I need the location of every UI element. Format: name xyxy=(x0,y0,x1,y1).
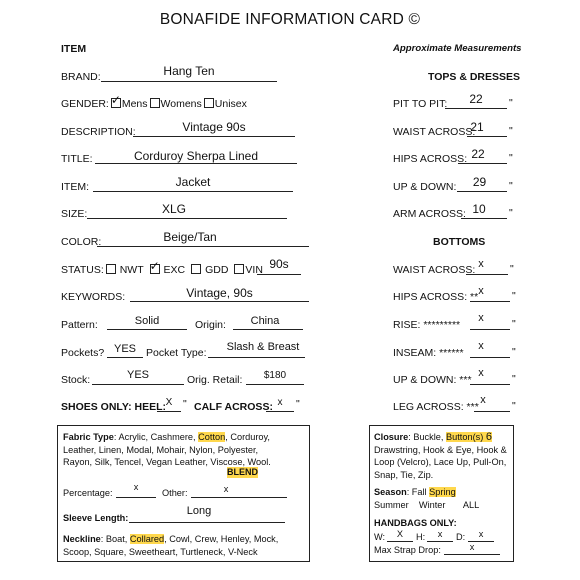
pocket-type-line xyxy=(208,357,305,358)
shoes-label: SHOES ONLY: HEEL: xyxy=(61,401,167,413)
title-value[interactable]: Corduroy Sherpa Lined xyxy=(133,149,259,163)
origin-line xyxy=(233,329,303,330)
handbags-label: HANDBAGS ONLY: xyxy=(374,518,457,528)
description-value[interactable]: Vintage 90s xyxy=(182,120,246,134)
tops-row-label: PIT TO PIT: xyxy=(393,98,448,110)
status-vin-line xyxy=(257,274,301,275)
keywords-line xyxy=(130,301,309,302)
origin-label: Origin: xyxy=(195,319,226,331)
color-value[interactable]: Beige/Tan xyxy=(163,230,217,244)
brand-value[interactable]: Hang Ten xyxy=(163,64,215,78)
calf-inch-mark: " xyxy=(296,398,300,410)
inch-mark: " xyxy=(509,180,513,192)
status-label: STATUS: xyxy=(61,264,104,276)
tops-row-label: ARM ACROSS: xyxy=(393,208,466,220)
season-list-part: : Fall xyxy=(406,487,430,497)
gender-womens-checkbox[interactable] xyxy=(150,98,160,108)
gender-unisex-checkbox[interactable] xyxy=(204,98,214,108)
other-value[interactable]: x xyxy=(223,484,229,494)
pockets-line xyxy=(107,357,143,358)
status-vin-checkbox[interactable] xyxy=(234,264,244,274)
inch-mark: " xyxy=(512,400,516,412)
other-line xyxy=(191,497,287,498)
d-value[interactable]: x xyxy=(478,529,484,539)
bottoms-heading: BOTTOMS xyxy=(433,236,486,248)
card-title: BONAFIDE INFORMATION CARD © xyxy=(159,11,421,28)
bottoms-row-value[interactable]: x xyxy=(478,312,484,324)
inch-mark: " xyxy=(509,97,513,109)
closure-buttons-count[interactable]: 6 xyxy=(485,431,492,443)
bottoms-row-line xyxy=(470,357,510,358)
pockets-value[interactable]: YES xyxy=(113,343,136,355)
tops-row-line xyxy=(467,136,507,137)
size-label: SIZE: xyxy=(61,208,88,220)
closure-list-line: Snap, Tie, Zip. xyxy=(374,469,434,480)
tops-heading: TOPS & DRESSES xyxy=(428,71,520,83)
stock-line xyxy=(92,384,184,385)
pocket-type-value[interactable]: Slash & Breast xyxy=(226,341,300,353)
neckline-text xyxy=(63,533,309,558)
inch-mark: " xyxy=(510,263,514,275)
closure-list-line: Drawstring, Hook & Eye, Hook & xyxy=(374,444,507,455)
size-value[interactable]: XLG xyxy=(161,202,186,216)
status-vin-label: VIN xyxy=(245,264,263,276)
tops-row-line xyxy=(457,191,507,192)
neckline-list-part: , Cowl, Crew, Henley, Mock, xyxy=(164,534,279,544)
tops-row-value[interactable]: 10 xyxy=(472,202,486,216)
calf-value[interactable]: x xyxy=(277,397,283,408)
w-line xyxy=(387,541,413,542)
size-line xyxy=(87,218,287,219)
inch-mark: " xyxy=(509,125,513,137)
percentage-value[interactable]: x xyxy=(133,482,139,492)
season-label: Season xyxy=(374,487,407,497)
status-nwt-checkbox[interactable] xyxy=(106,264,116,274)
status-gdd-label: GDD xyxy=(205,264,229,276)
pattern-label: Pattern: xyxy=(61,319,98,331)
h-value[interactable]: x xyxy=(437,529,443,539)
gender-field xyxy=(61,98,247,110)
keywords-label: KEYWORDS: xyxy=(61,291,126,303)
other-label: Other: xyxy=(162,488,188,498)
stock-value[interactable]: YES xyxy=(126,369,149,381)
bottoms-row-label: RISE: ********* xyxy=(393,319,461,331)
inch-mark: " xyxy=(509,152,513,164)
origin-value[interactable]: China xyxy=(250,315,280,327)
inch-mark: " xyxy=(512,290,516,302)
neckline-list-line: Scoop, Square, Sweetheart, Turtleneck, V-Neck xyxy=(63,546,258,557)
fabric-list-part: , Corduroy, xyxy=(225,432,270,442)
heel-value[interactable]: X xyxy=(165,397,173,408)
percentage-line xyxy=(116,497,156,498)
bottoms-row-value[interactable]: x xyxy=(480,394,486,406)
retail-line xyxy=(246,384,304,385)
fabric-type-label: Fabric Type xyxy=(63,432,114,442)
brand-line xyxy=(101,81,277,82)
bottoms-row-value[interactable]: x xyxy=(478,340,484,352)
pattern-line xyxy=(107,329,187,330)
gender-mens-checkbox[interactable] xyxy=(111,98,121,108)
retail-value[interactable]: $180 xyxy=(263,370,287,381)
closure-buttons-label: Button(s) xyxy=(446,432,484,442)
strap-drop-label: Max Strap Drop: xyxy=(374,545,441,555)
fabric-list-line: Rayon, Silk, Tencel, Vegan Leather, Viscose, Wool. xyxy=(63,457,271,468)
calf-line xyxy=(266,411,294,412)
tops-row-value[interactable]: 22 xyxy=(469,92,483,106)
pockets-label: Pockets? xyxy=(61,347,105,359)
tops-row-label: UP & DOWN: xyxy=(393,181,457,193)
status-vin-value[interactable]: 90s xyxy=(269,257,289,271)
bottoms-row-label: HIPS ACROSS: ** xyxy=(393,291,479,303)
status-field xyxy=(61,264,263,276)
bottoms-row-line xyxy=(470,384,510,385)
tops-row-value[interactable]: 21 xyxy=(470,120,484,134)
status-exc-checkbox[interactable] xyxy=(150,264,160,274)
d-label: D: xyxy=(456,532,466,542)
bottoms-row-line xyxy=(474,411,510,412)
sleeve-length-label: Sleeve Length: xyxy=(63,513,129,523)
item-heading: ITEM xyxy=(61,43,87,55)
tops-row-label: HIPS ACROSS: xyxy=(393,153,468,165)
bottoms-row-value[interactable]: x xyxy=(478,285,484,297)
closure-text xyxy=(374,431,512,481)
neckline-label: Neckline xyxy=(63,534,101,544)
strap-drop-line xyxy=(444,554,500,555)
inch-mark: " xyxy=(512,373,516,385)
description-line xyxy=(133,136,295,137)
w-value[interactable]: X xyxy=(396,529,404,539)
pattern-value[interactable]: Solid xyxy=(134,315,160,327)
tops-row-value[interactable]: 29 xyxy=(472,175,487,189)
season-spring-highlight: Spring xyxy=(429,487,456,497)
heel-inch-mark: " xyxy=(183,398,187,410)
color-line xyxy=(97,246,309,247)
stock-label: Stock: xyxy=(61,374,91,386)
sleeve-length-line xyxy=(129,522,285,523)
bottoms-row-value[interactable]: x xyxy=(478,367,484,379)
fabric-cotton-highlight: Cotton xyxy=(198,432,226,442)
bottoms-row-label: LEG ACROSS: *** xyxy=(393,401,479,413)
closure-label: Closure xyxy=(374,432,409,442)
neckline-collared-highlight: Collared xyxy=(129,534,165,544)
item-label: ITEM: xyxy=(61,181,89,193)
color-label: COLOR: xyxy=(61,236,102,248)
w-label: W: xyxy=(374,532,386,542)
bottoms-row-line xyxy=(466,274,508,275)
status-gdd-checkbox[interactable] xyxy=(191,264,201,274)
item-line xyxy=(93,191,293,192)
season-text xyxy=(374,486,512,511)
bottoms-row-line xyxy=(470,301,510,302)
brand-label: BRAND: xyxy=(61,71,101,83)
pocket-type-label: Pocket Type: xyxy=(146,347,207,359)
measurements-heading: Approximate Measurements xyxy=(393,43,522,54)
item-value[interactable]: Jacket xyxy=(175,175,211,189)
blend-highlight: BLEND xyxy=(227,467,258,477)
retail-label: Orig. Retail: xyxy=(187,374,243,386)
sleeve-length-value[interactable]: Long xyxy=(186,505,212,517)
closure-buttons-highlight xyxy=(446,432,492,442)
status-exc-label: EXC xyxy=(163,264,186,276)
h-label: H: xyxy=(416,532,426,542)
inch-mark: " xyxy=(512,346,516,358)
tops-row-line xyxy=(445,108,507,109)
closure-list-line: Loop (Velcro), Lace Up, Pull-On, xyxy=(374,457,507,468)
keywords-value[interactable]: Vintage, 90s xyxy=(186,286,253,300)
tops-row-label: WAIST ACROSS: xyxy=(393,126,476,138)
gender-label: GENDER: xyxy=(61,98,109,110)
neckline-list-part: : Boat, xyxy=(100,534,130,544)
tops-row-line xyxy=(461,218,507,219)
tops-row-line xyxy=(458,163,507,164)
bottoms-row-label: INSEAM: ****** xyxy=(393,347,464,359)
title-line xyxy=(95,163,297,164)
fabric-list-part: : Acrylic, Cashmere, xyxy=(113,432,199,442)
bottoms-row-line xyxy=(470,329,510,330)
percentage-label: Percentage: xyxy=(63,488,113,498)
inch-mark: " xyxy=(509,207,513,219)
season-list-line: Summer Winter ALL xyxy=(374,499,480,510)
title-label: TITLE: xyxy=(61,153,93,165)
fabric-list-line: Leather, Linen, Modal, Mohair, Nylon, Polyester, xyxy=(63,444,259,455)
status-nwt-label: NWT xyxy=(119,264,144,276)
calf-label: CALF ACROSS: xyxy=(194,401,273,413)
bottoms-row-label: UP & DOWN: *** xyxy=(393,374,472,386)
inch-mark: " xyxy=(512,318,516,330)
gender-mens-label: Mens xyxy=(121,98,148,110)
closure-list-part: : Buckle, xyxy=(408,432,447,442)
gender-womens-label: Womens xyxy=(160,98,202,110)
fabric-type-text xyxy=(63,431,309,469)
heel-line xyxy=(157,411,181,412)
bottoms-row-value[interactable]: x xyxy=(478,258,484,270)
gender-unisex-label: Unisex xyxy=(214,98,247,110)
bottoms-row-label: WAIST ACROSS: xyxy=(393,264,476,276)
strap-drop-value[interactable]: x xyxy=(469,542,475,552)
description-label: DESCRIPTION: xyxy=(61,126,136,138)
tops-row-value[interactable]: 22 xyxy=(471,147,485,161)
